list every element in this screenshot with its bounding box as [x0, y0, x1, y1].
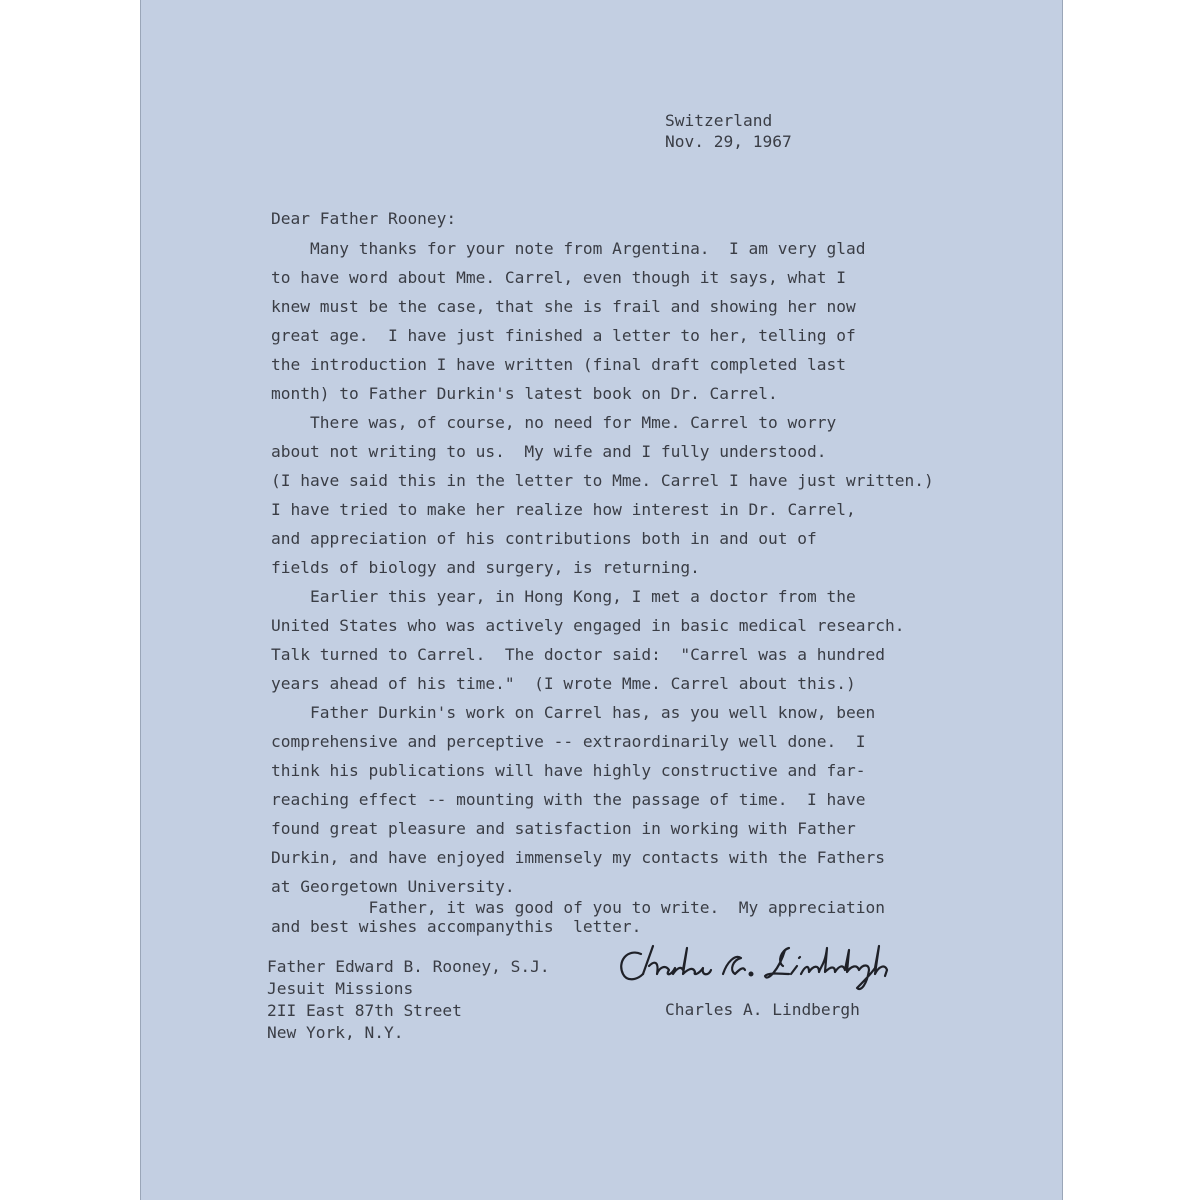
handwritten-signature [613, 940, 913, 996]
place-line: Switzerland [665, 111, 773, 130]
paragraph-1: Many thanks for your note from Argentina. I am very glad to have word about Mme. Carrel, even though it says, what I knew must be the case, that she is frail and showing her now great age. I have just finished a letter to her, telling of the introduction I have written (final draft completed last month) to Father Durkin's latest book on Dr. Carrel. [271, 239, 866, 403]
date-line: Nov. 29, 1967 [665, 132, 792, 151]
paragraph-4: Father Durkin's work on Carrel has, as you well know, been comprehensive and perceptive -- extraordinarily well done. I think his publications will have highly constructive and far- reaching effect -- mounting with the passage of time. I have found great pleasure and satisfaction in working with Father Durkin, and have enjoyed immensely my contacts with the Fathers at Georgetown University. [271, 703, 885, 896]
paragraph-3: Earlier this year, in Hong Kong, I met a doctor from the United States who was actively engaged in basic medical research. Talk turned to Carrel. The doctor said: "Carrel was a hundred years ahead of his time." (I wrote Mme. Carrel about this.) [271, 587, 905, 693]
recipient-address [267, 956, 550, 1044]
paragraph-2: There was, of course, no need for Mme. Carrel to worry about not writing to us. My wife and I fully understood. (I have said this in the letter to Mme. Carrel I have just written.) I have tried to make her realize how interest in Dr. Carrel, and appreciation of his contributions both in and out of fields of biology and surgery, is returning. [271, 413, 934, 577]
address-line: 2II East 87th Street [267, 1001, 462, 1020]
letter-body [271, 234, 934, 901]
address-line: Father Edward B. Rooney, S.J. [267, 957, 550, 976]
closing: Father, it was good of you to write. My appreciation and best wishes accompanythis letter. [271, 898, 885, 936]
address-line: Jesuit Missions [267, 979, 414, 998]
dateline [665, 110, 792, 152]
typed-signature: Charles A. Lindbergh [665, 1000, 860, 1019]
letter-paper [140, 0, 1063, 1200]
salutation: Dear Father Rooney: [271, 209, 457, 228]
address-line: New York, N.Y. [267, 1023, 404, 1042]
